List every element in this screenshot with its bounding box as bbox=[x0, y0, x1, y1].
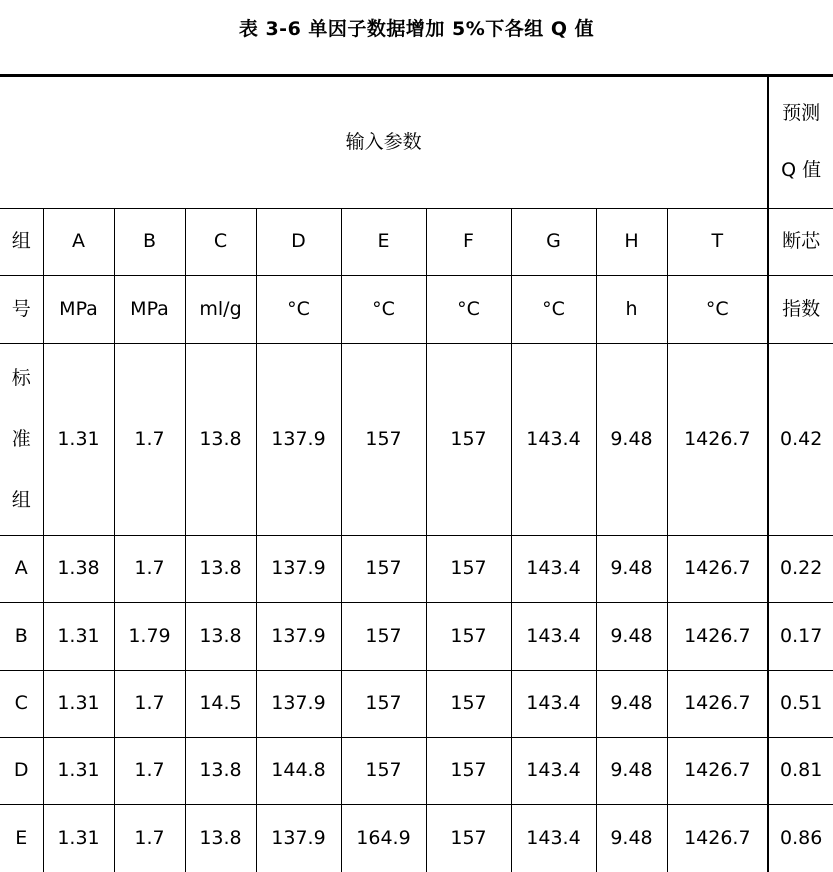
col-name-a: A bbox=[43, 208, 114, 275]
cell-a: 1.31 bbox=[43, 343, 114, 535]
col-unit-c: ml/g bbox=[185, 275, 256, 343]
col-unit-b: MPa bbox=[114, 275, 185, 343]
col-unit-h: h bbox=[596, 275, 667, 343]
predict-q-line-1: 预测 bbox=[782, 102, 821, 125]
table-row bbox=[0, 737, 833, 804]
cell-e: 157 bbox=[341, 737, 426, 804]
table-row bbox=[0, 602, 833, 670]
group-label-bottom: 号 bbox=[0, 275, 43, 343]
cell-g: 143.4 bbox=[511, 602, 596, 670]
predict-q-header bbox=[768, 77, 833, 208]
row-group-char: C bbox=[14, 692, 28, 714]
cell-f: 157 bbox=[426, 804, 511, 872]
cell-f: 157 bbox=[426, 737, 511, 804]
row-group-label bbox=[0, 535, 43, 602]
cell-b: 1.79 bbox=[114, 602, 185, 670]
cell-b: 1.7 bbox=[114, 670, 185, 737]
group-label-top: 组 bbox=[0, 208, 43, 275]
table-row bbox=[0, 804, 833, 872]
cell-c: 13.8 bbox=[185, 602, 256, 670]
cell-g: 143.4 bbox=[511, 737, 596, 804]
cell-t: 1426.7 bbox=[667, 602, 768, 670]
cell-c: 13.8 bbox=[185, 535, 256, 602]
cell-d: 137.9 bbox=[256, 602, 341, 670]
cell-f: 157 bbox=[426, 670, 511, 737]
cell-e: 157 bbox=[341, 343, 426, 535]
cell-d: 137.9 bbox=[256, 535, 341, 602]
cell-a: 1.31 bbox=[43, 602, 114, 670]
cell-b: 1.7 bbox=[114, 804, 185, 872]
row-group-char: 准 bbox=[11, 427, 31, 450]
cell-g: 143.4 bbox=[511, 670, 596, 737]
col-name-e: E bbox=[341, 208, 426, 275]
cell-h: 9.48 bbox=[596, 670, 667, 737]
cell-c: 13.8 bbox=[185, 343, 256, 535]
cell-c: 13.8 bbox=[185, 804, 256, 872]
cell-h: 9.48 bbox=[596, 535, 667, 602]
cell-t: 1426.7 bbox=[667, 535, 768, 602]
cell-b: 1.7 bbox=[114, 737, 185, 804]
cell-t: 1426.7 bbox=[667, 670, 768, 737]
cell-q-value: 0.17 bbox=[768, 602, 833, 670]
col-unit-t: °C bbox=[667, 275, 768, 343]
cell-a: 1.31 bbox=[43, 737, 114, 804]
cell-h: 9.48 bbox=[596, 602, 667, 670]
cell-d: 137.9 bbox=[256, 670, 341, 737]
row-group-char: 组 bbox=[11, 488, 31, 511]
cell-h: 9.48 bbox=[596, 343, 667, 535]
cell-q-value: 0.81 bbox=[768, 737, 833, 804]
q-label-top: 断芯 bbox=[768, 208, 833, 275]
unit-row bbox=[0, 275, 833, 343]
row-group-char: A bbox=[14, 557, 28, 579]
cell-t: 1426.7 bbox=[667, 804, 768, 872]
cell-q-value: 0.51 bbox=[768, 670, 833, 737]
col-name-b: B bbox=[114, 208, 185, 275]
q-value-table bbox=[0, 77, 833, 872]
cell-t: 1426.7 bbox=[667, 737, 768, 804]
cell-b: 1.7 bbox=[114, 343, 185, 535]
cell-g: 143.4 bbox=[511, 535, 596, 602]
col-name-h: H bbox=[596, 208, 667, 275]
cell-g: 143.4 bbox=[511, 343, 596, 535]
cell-a: 1.31 bbox=[43, 804, 114, 872]
cell-g: 143.4 bbox=[511, 804, 596, 872]
col-unit-d: °C bbox=[256, 275, 341, 343]
row-group-label bbox=[0, 343, 43, 535]
cell-e: 164.9 bbox=[341, 804, 426, 872]
col-name-g: G bbox=[511, 208, 596, 275]
input-params-header: 输入参数 bbox=[345, 130, 422, 153]
cell-c: 14.5 bbox=[185, 670, 256, 737]
cell-d: 144.8 bbox=[256, 737, 341, 804]
col-name-f: F bbox=[426, 208, 511, 275]
cell-q-value: 0.86 bbox=[768, 804, 833, 872]
cell-b: 1.7 bbox=[114, 535, 185, 602]
col-name-t: T bbox=[667, 208, 768, 275]
cell-q-value: 0.22 bbox=[768, 535, 833, 602]
row-group-label bbox=[0, 670, 43, 737]
header-row-top bbox=[0, 77, 833, 208]
cell-d: 137.9 bbox=[256, 804, 341, 872]
col-name-c: C bbox=[185, 208, 256, 275]
cell-c: 13.8 bbox=[185, 737, 256, 804]
cell-a: 1.31 bbox=[43, 670, 114, 737]
row-group-label bbox=[0, 737, 43, 804]
table-title: 表 3-6 单因子数据增加 5%下各组 Q 值 bbox=[238, 18, 595, 40]
q-label-bottom: 指数 bbox=[768, 275, 833, 343]
row-group-label bbox=[0, 804, 43, 872]
cell-t: 1426.7 bbox=[667, 343, 768, 535]
cell-a: 1.38 bbox=[43, 535, 114, 602]
column-name-row bbox=[0, 208, 833, 275]
cell-h: 9.48 bbox=[596, 737, 667, 804]
row-group-label bbox=[0, 602, 43, 670]
col-unit-e: °C bbox=[341, 275, 426, 343]
cell-f: 157 bbox=[426, 535, 511, 602]
col-unit-f: °C bbox=[426, 275, 511, 343]
row-group-char: E bbox=[15, 826, 28, 849]
table-row bbox=[0, 535, 833, 602]
cell-e: 157 bbox=[341, 602, 426, 670]
cell-h: 9.48 bbox=[596, 804, 667, 872]
row-group-char: B bbox=[14, 624, 28, 647]
table-row bbox=[0, 343, 833, 535]
cell-f: 157 bbox=[426, 343, 511, 535]
col-unit-g: °C bbox=[511, 275, 596, 343]
predict-q-line-2: Q 值 bbox=[781, 159, 822, 182]
cell-e: 157 bbox=[341, 670, 426, 737]
row-group-char: 标 bbox=[11, 366, 31, 389]
row-group-char: D bbox=[13, 759, 29, 781]
cell-e: 157 bbox=[341, 535, 426, 602]
col-unit-a: MPa bbox=[43, 275, 114, 343]
col-name-d: D bbox=[256, 208, 341, 275]
cell-f: 157 bbox=[426, 602, 511, 670]
table-row bbox=[0, 670, 833, 737]
cell-d: 137.9 bbox=[256, 343, 341, 535]
cell-q-value: 0.42 bbox=[768, 343, 833, 535]
